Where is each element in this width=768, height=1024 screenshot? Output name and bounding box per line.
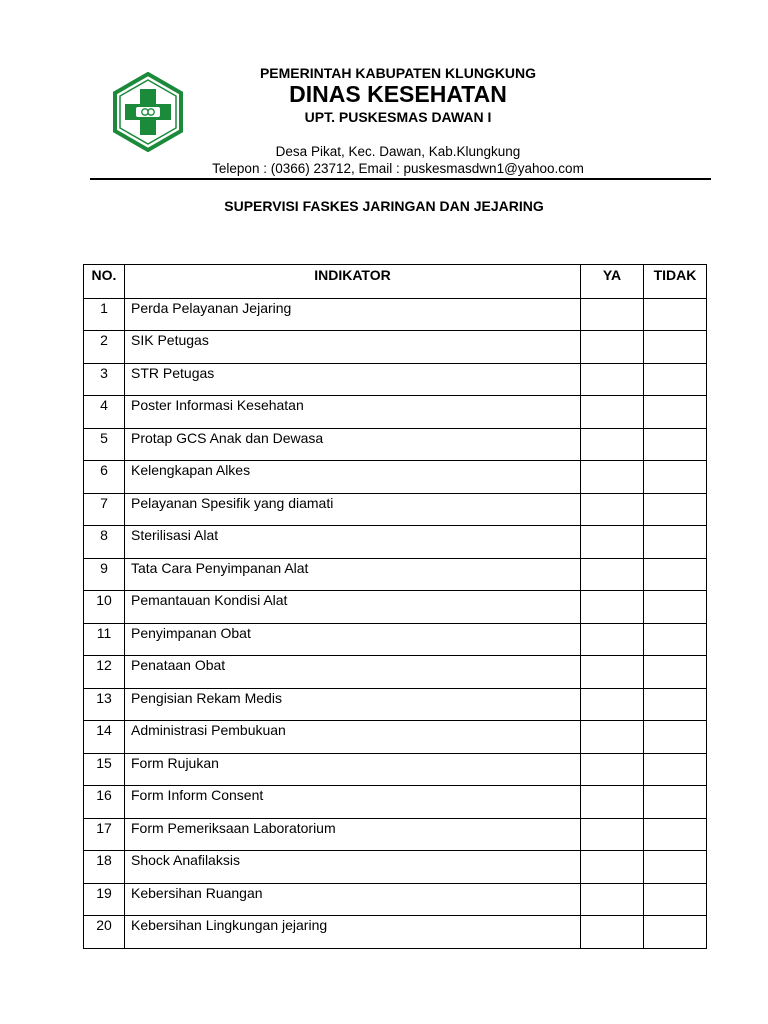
row-indikator: Kebersihan Lingkungan jejaring [125,916,581,949]
document-title: SUPERVISI FASKES JARINGAN DAN JEJARING [224,198,544,214]
tidak-cell[interactable] [644,558,707,591]
row-indikator: Penyimpanan Obat [125,623,581,656]
column-header-no: NO. [84,265,125,299]
row-number: 9 [84,558,125,591]
tidak-cell[interactable] [644,493,707,526]
tidak-cell[interactable] [644,591,707,624]
row-number: 11 [84,623,125,656]
agency-name: DINAS KESEHATAN [289,81,507,107]
contact-line: Telepon : (0366) 23712, Email : puskesmasdwn1@yahoo.com [212,161,584,176]
row-indikator: Administrasi Pembukuan [125,721,581,754]
table-row [84,591,707,624]
table-row [84,786,707,819]
row-number: 4 [84,396,125,429]
row-number: 20 [84,916,125,949]
tidak-cell[interactable] [644,298,707,331]
row-indikator: Sterilisasi Alat [125,526,581,559]
row-indikator: Tata Cara Penyimpanan Alat [125,558,581,591]
ya-cell[interactable] [581,623,644,656]
ya-cell[interactable] [581,396,644,429]
table-row [84,883,707,916]
tidak-cell[interactable] [644,461,707,494]
table-row [84,688,707,721]
table-row [84,851,707,884]
row-indikator: Pelayanan Spesifik yang diamati [125,493,581,526]
column-header-ya: YA [581,265,644,299]
table-row [84,656,707,689]
tidak-cell[interactable] [644,331,707,364]
address-line: Desa Pikat, Kec. Dawan, Kab.Klungkung [275,144,521,159]
table-row [84,818,707,851]
table-row [84,623,707,656]
tidak-cell[interactable] [644,623,707,656]
ya-cell[interactable] [581,558,644,591]
table-row [84,461,707,494]
column-header-tidak: TIDAK [644,265,707,299]
tidak-cell[interactable] [644,363,707,396]
tidak-cell[interactable] [644,883,707,916]
ya-cell[interactable] [581,688,644,721]
ya-cell[interactable] [581,428,644,461]
ya-cell[interactable] [581,753,644,786]
row-indikator: Poster Informasi Kesehatan [125,396,581,429]
row-indikator: Pengisian Rekam Medis [125,688,581,721]
ya-cell[interactable] [581,493,644,526]
row-indikator: Form Pemeriksaan Laboratorium [125,818,581,851]
tidak-cell[interactable] [644,396,707,429]
row-number: 2 [84,331,125,364]
tidak-cell[interactable] [644,428,707,461]
row-number: 14 [84,721,125,754]
row-number: 17 [84,818,125,851]
table-row [84,916,707,949]
row-number: 7 [84,493,125,526]
row-number: 16 [84,786,125,819]
government-name: PEMERINTAH KABUPATEN KLUNGKUNG [259,65,537,81]
table-row [84,558,707,591]
tidak-cell[interactable] [644,753,707,786]
tidak-cell[interactable] [644,526,707,559]
tidak-cell[interactable] [644,786,707,819]
ya-cell[interactable] [581,721,644,754]
tidak-cell[interactable] [644,851,707,884]
row-indikator: STR Petugas [125,363,581,396]
ya-cell[interactable] [581,331,644,364]
ya-cell[interactable] [581,883,644,916]
row-indikator: Kelengkapan Alkes [125,461,581,494]
ya-cell[interactable] [581,916,644,949]
ya-cell[interactable] [581,526,644,559]
row-number: 1 [84,298,125,331]
row-indikator: SIK Petugas [125,331,581,364]
header-divider [90,178,711,180]
table-row [84,396,707,429]
tidak-cell[interactable] [644,721,707,754]
row-number: 18 [84,851,125,884]
row-number: 10 [84,591,125,624]
row-number: 3 [84,363,125,396]
table-row [84,721,707,754]
table-row [84,363,707,396]
ya-cell[interactable] [581,851,644,884]
row-number: 15 [84,753,125,786]
row-indikator: Form Rujukan [125,753,581,786]
table-row [84,298,707,331]
ya-cell[interactable] [581,656,644,689]
table-row [84,526,707,559]
row-indikator: Shock Anafilaksis [125,851,581,884]
unit-name: UPT. PUSKESMAS DAWAN I [304,109,492,125]
ya-cell[interactable] [581,363,644,396]
row-number: 6 [84,461,125,494]
table-row [84,331,707,364]
table-header-row [84,265,707,299]
ya-cell[interactable] [581,591,644,624]
table-row [84,493,707,526]
tidak-cell[interactable] [644,818,707,851]
row-indikator: Perda Pelayanan Jejaring [125,298,581,331]
ya-cell[interactable] [581,298,644,331]
supervision-checklist-table [83,264,707,949]
tidak-cell[interactable] [644,656,707,689]
row-number: 12 [84,656,125,689]
column-header-indikator: INDIKATOR [125,265,581,299]
table-row [84,428,707,461]
row-indikator: Protap GCS Anak dan Dewasa [125,428,581,461]
tidak-cell[interactable] [644,688,707,721]
row-indikator: Penataan Obat [125,656,581,689]
row-number: 5 [84,428,125,461]
row-indikator: Kebersihan Ruangan [125,883,581,916]
row-number: 19 [84,883,125,916]
ya-cell[interactable] [581,786,644,819]
row-number: 13 [84,688,125,721]
tidak-cell[interactable] [644,916,707,949]
table-row [84,753,707,786]
health-office-logo-icon [108,72,188,152]
ya-cell[interactable] [581,818,644,851]
ya-cell[interactable] [581,461,644,494]
row-number: 8 [84,526,125,559]
row-indikator: Form Inform Consent [125,786,581,819]
row-indikator: Pemantauan Kondisi Alat [125,591,581,624]
